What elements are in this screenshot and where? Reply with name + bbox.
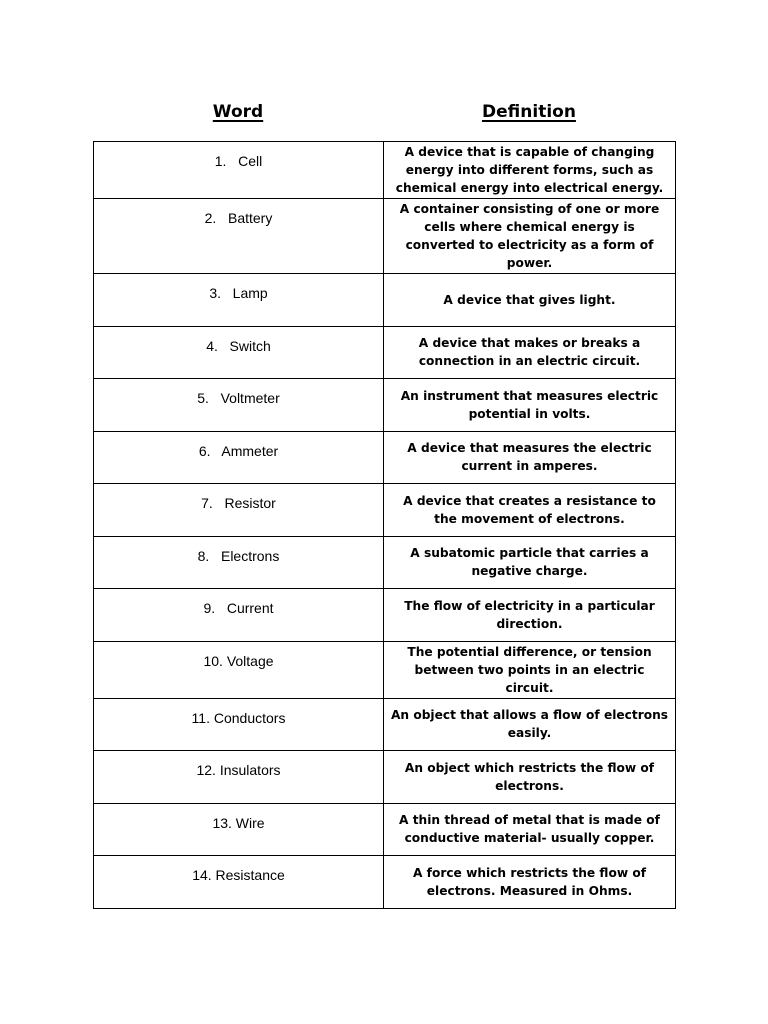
table-row (94, 274, 676, 327)
definition-cell: A force which restricts the flow of electrons. Measured in Ohms. (384, 856, 676, 909)
table-row (94, 379, 676, 432)
word-cell: 10. Voltage (94, 641, 384, 698)
table-row (94, 199, 676, 274)
word-cell: 13. Wire (94, 803, 384, 856)
definition-cell: A container consisting of one or more cells where chemical energy is converted to electricity as a form of power. (384, 199, 676, 274)
word-cell: 4. Switch (94, 326, 384, 379)
table-row (94, 431, 676, 484)
definition-cell: An instrument that measures electric potential in volts. (384, 379, 676, 432)
table-row (94, 698, 676, 751)
definition-cell: An object which restricts the flow of electrons. (384, 751, 676, 804)
definition-cell: A thin thread of metal that is made of conductive material- usually copper. (384, 803, 676, 856)
definition-cell: A device that measures the electric current in amperes. (384, 431, 676, 484)
vocabulary-table (93, 141, 676, 909)
table-row (94, 536, 676, 589)
word-cell: 2. Battery (94, 199, 384, 274)
table-row (94, 856, 676, 909)
word-cell: 6. Ammeter (94, 431, 384, 484)
word-cell: 9. Current (94, 589, 384, 642)
table-row (94, 589, 676, 642)
definition-cell: A device that creates a resistance to the movement of electrons. (384, 484, 676, 537)
definition-cell: A device that gives light. (384, 274, 676, 327)
word-cell: 5. Voltmeter (94, 379, 384, 432)
word-cell: 1. Cell (94, 142, 384, 199)
table-row (94, 326, 676, 379)
table-row (94, 803, 676, 856)
word-cell: 3. Lamp (94, 274, 384, 327)
definition-cell: An object that allows a flow of electrons easily. (384, 698, 676, 751)
word-cell: 11. Conductors (94, 698, 384, 751)
definition-cell: The flow of electricity in a particular direction. (384, 589, 676, 642)
table-row (94, 142, 676, 199)
word-cell: 12. Insulators (94, 751, 384, 804)
table-row (94, 641, 676, 698)
word-cell: 8. Electrons (94, 536, 384, 589)
definition-cell: A device that makes or breaks a connection in an electric circuit. (384, 326, 676, 379)
definition-column-header: Definition (482, 102, 576, 122)
definition-cell: The potential difference, or tension between two points in an electric circuit. (384, 641, 676, 698)
definition-cell: A device that is capable of changing energy into different forms, such as chemical energy into electrical energy. (384, 142, 676, 199)
definition-cell: A subatomic particle that carries a negative charge. (384, 536, 676, 589)
word-column-header: Word (212, 102, 264, 122)
table-row (94, 751, 676, 804)
table-row (94, 484, 676, 537)
word-cell: 14. Resistance (94, 856, 384, 909)
word-cell: 7. Resistor (94, 484, 384, 537)
